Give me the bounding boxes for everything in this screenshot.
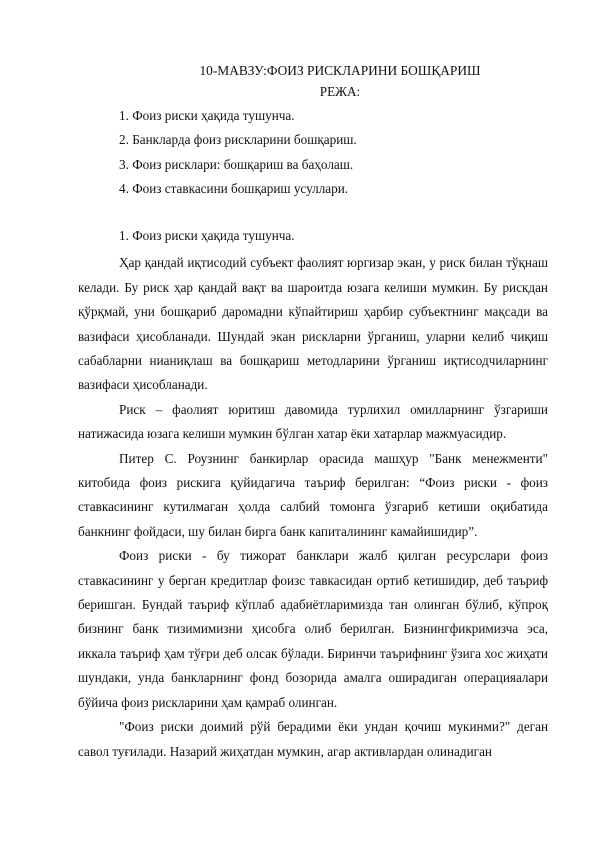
plan-item: 1. Фоиз риски ҳақида тушунча. [119,108,295,123]
plan-item: 3. Фоиз рисклари: бошқариш ва баҳолаш. [119,156,354,172]
plan-item: 4. Фоиз ставкасини бошқариш усуллари. [119,181,349,197]
paragraph: Риск – фаолият юритиш давомида турлихил омилларнинг ўзгариши натижасида юзага келиши мумкин бўлган хатар ёки хатарлар мажмуасидир. [78,401,548,442]
paragraph: Ҳар қандай иқтисодий субъект фаолият юргизар экан, у риск билан тўқнаш келади. Бу риск ҳар қандай вақт ва шароитда юзага келиши мумкин. Бу рискдан қўрқмай, уни бошқариб даромадни кўпайтириш ҳарбир субъектнинг мақсади ва вазифаси ҳисобланади. Шундай экан рискларни ўрганиш, уларни келиб чиқиш сабабларни нианиқлаш ва бошқариш методларини ўрганиш иқтисодчиларнинг вазифаси ҳисобланади. [78,255,548,393]
document-title: 10-МАВЗУ:ФОИЗ РИСКЛАРИНИ БОШҚАРИШ [199,63,481,78]
body-text [78,227,548,764]
plan-list [119,107,357,205]
section-heading: 1. Фоиз риски ҳақида тушунча. [119,228,295,243]
plan-item: 2. Банкларда фоиз рискларини бошқариш. [119,132,357,148]
paragraph: "Фоиз риски доимий рўй берадими ёки ундан қочиш мукинми?" деган савол туғилади. Назарий жиҳатдан мумкин, агар активлардан олинадиган [78,719,548,759]
paragraph: Фоиз риски - бу тижорат банклари жалб қилган ресурслари фоиз ставкасининг у берган кредитлар фоизс тавкасидан ортиб кетишидир, деб таъриф беришган. Бундай таъриф кўплаб адабиётларимизда тан олинган бўлиб, кўпроқ бизнинг банк тизимимизни ҳисобга олиб берилган. Бизнингфикримизча эса, иккала таъриф ҳам тўғри деб олсак бўлади. Биринчи таърифнинг ўзига хос жиҳати шундаки, унда банкларнинг фонд бозорида амалга оширадиган операцияалари бўйича фоиз рискларини ҳам қамраб олинган. [78,548,548,710]
plan-heading: РЕЖА: [319,84,361,99]
paragraph: Питер С. Роузнинг банкирлар орасида машҳур "Банк менежменти" китобида фоиз рискига қуйидагича таъриф берилган: “Фоиз риски - фоиз ставкасининг кутилмаган ҳолда салбий томонга ўзгариб кетиши оқибатида банкнинг фойдаси, шу билан бирга банк капиталининг камайишидир”. [78,450,548,539]
